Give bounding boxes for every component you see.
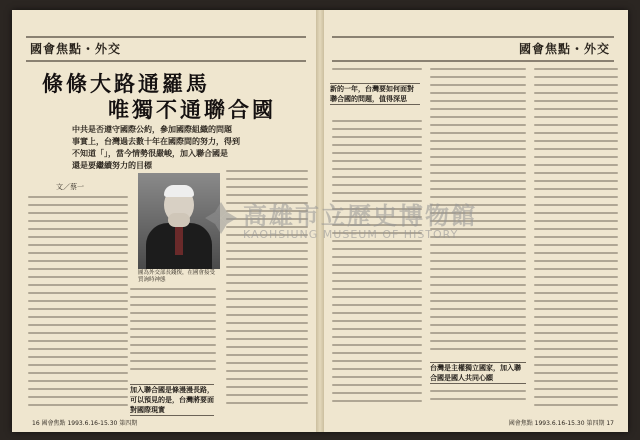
watermark-title: 高雄市立歷史博物館 [243,202,477,230]
photo-caption: 圖為外交部長錢復，在國會接受質詢時神態 [138,270,216,283]
body-column [332,120,422,412]
body-column [430,390,526,412]
pull-quote: 加入聯合國是條漫漫長路，可以預見的是，台灣將要面對國際現實 [130,386,214,414]
lead-line: 中共是否遵守國際公約，參加國際組織的問題 [72,124,232,134]
page-folio-left: 16 國會焦點 1993.6.16-15.30 第四期 [32,420,138,427]
section-label: 國會焦點・外交 [518,42,610,56]
section-label: 國會焦點・外交 [30,42,122,56]
headline-line-1: 條條大路通羅馬 [42,72,210,96]
lead-paragraph [72,123,272,171]
section-header-left [26,36,306,62]
lead-line: 事實上，台灣過去數十年在國際間的努力，得到 [72,136,240,146]
body-column [28,196,128,412]
pull-quote: 新的一年，台灣要如何面對聯合國的問題，值得深思 [330,83,420,105]
page-folio-right: 國會焦點 1993.6.16-15.30 第四期 17 [508,420,614,427]
headline-line-2: 唯獨不通聯合國 [108,98,276,122]
body-column [534,68,618,412]
section-header-right [332,36,614,62]
museum-watermark [203,196,477,252]
body-column [332,68,422,80]
watermark-subtitle: KAOHSIUNG MUSEUM OF HISTORY [243,228,459,241]
lead-line: 還是要繼續努力的目標 [72,160,152,170]
byline: 文／蔡一 [56,183,84,191]
pull-quote: 台灣是主權獨立國家，加入聯合國是國人共同心願 [430,362,526,384]
body-column [130,288,216,378]
museum-logo-icon [203,200,239,236]
lead-line: 不知道「」，當今情勢很嚴峻，加入聯合國是 [72,148,228,158]
